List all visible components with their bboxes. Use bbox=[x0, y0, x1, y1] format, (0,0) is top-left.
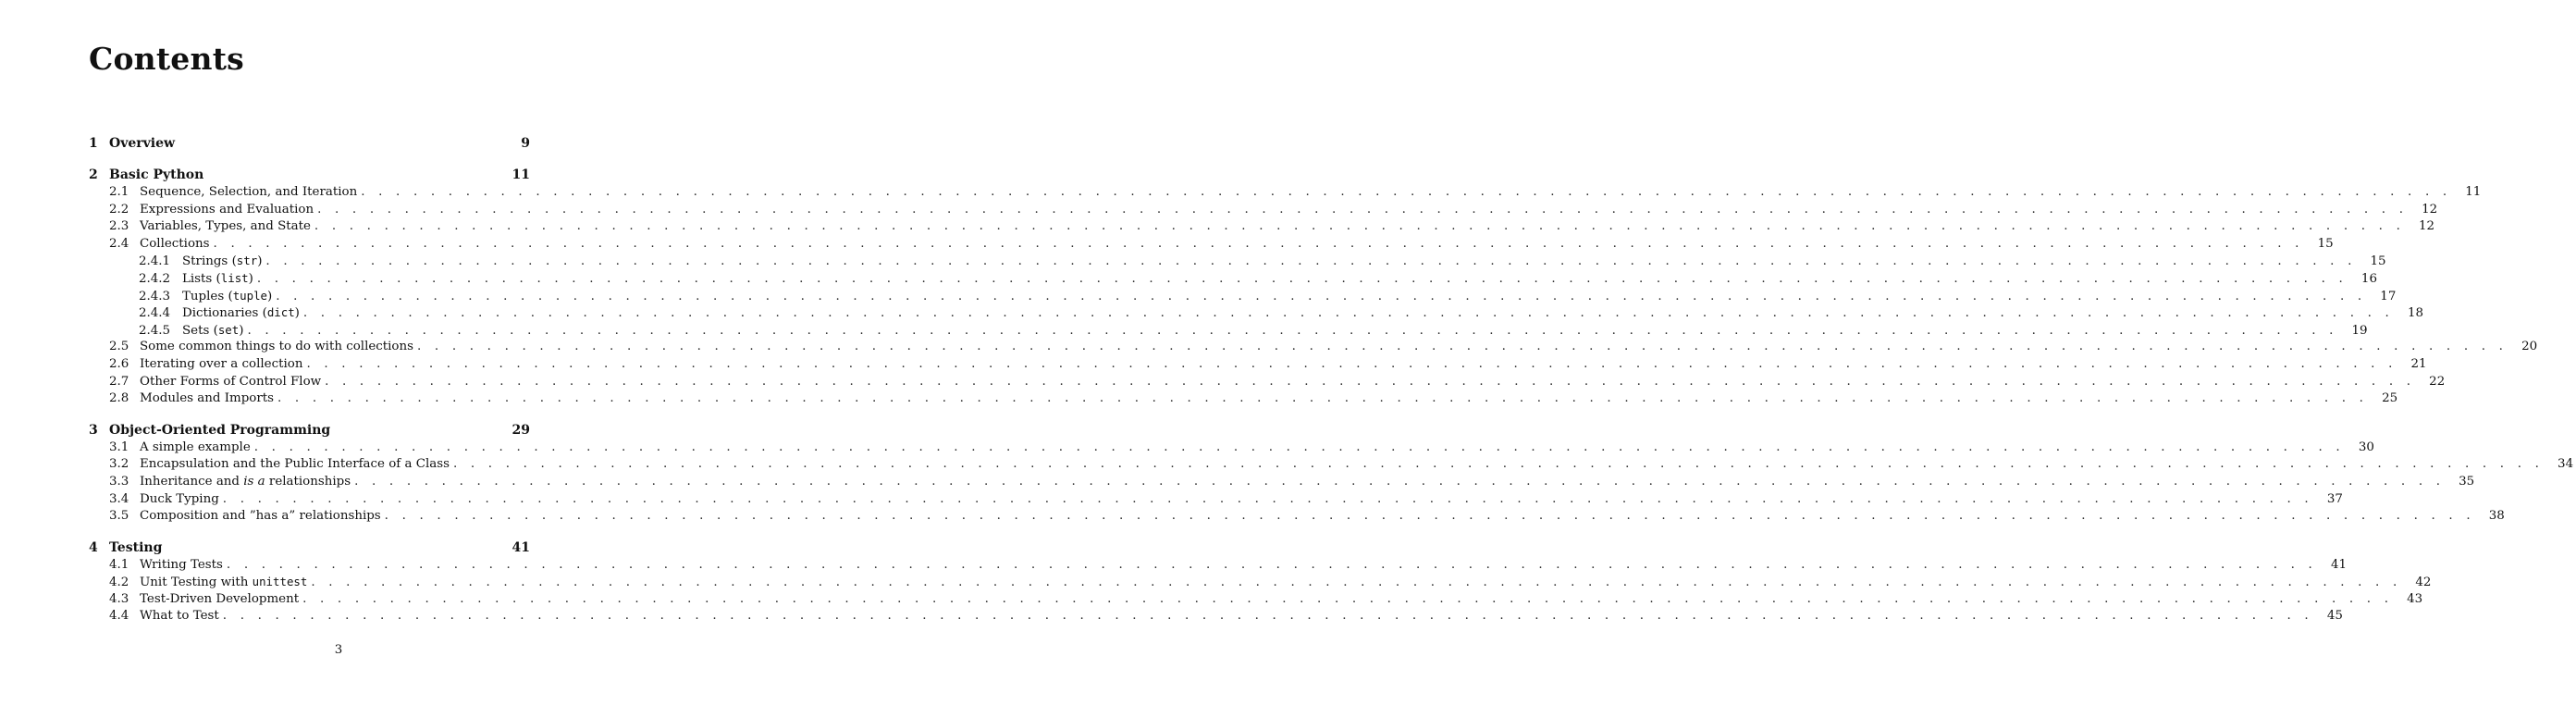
dot-leader: . . . . . . . . . . . . . . . . . . . . . . . . . . . . . . . . . . . . . . . . . . . . . . . . . . . . . . . . . . . . . . . . . . . . . . . . . . . . . . . . . . . . . . . . . . . . . . . . . . . . . . . . . . . . . . . . . . . . . . . . bbox=[361, 185, 2452, 199]
section-number: 2.4.2 bbox=[139, 271, 171, 286]
section-title-suffix: ) bbox=[294, 306, 300, 321]
section-title-code: list bbox=[220, 270, 249, 285]
section-title bbox=[182, 322, 247, 340]
section-page: 25 bbox=[2382, 391, 2398, 406]
section-title bbox=[140, 356, 306, 374]
toc-chapter[interactable] bbox=[89, 167, 533, 184]
section-title-suffix: ) bbox=[248, 271, 253, 286]
section-number: 2.2 bbox=[109, 202, 129, 217]
section-title bbox=[140, 491, 223, 509]
section-title bbox=[182, 288, 276, 306]
section-page: 12 bbox=[2422, 202, 2438, 217]
section-number: 4.1 bbox=[109, 557, 129, 572]
section-page: 43 bbox=[2407, 591, 2423, 606]
section-page: 38 bbox=[2488, 509, 2505, 524]
toc-section[interactable] bbox=[89, 374, 2446, 391]
dot-leader: . . . . . . . . . . . . . . . . . . . . . . . . . . . . . . . . . . . . . . . . . . . . . . . . . . . . . . . . . . . . . . . . . . . . . . . . . . . . . . . . . . . . . . . . . . . . . . . . . . . . . . . . . . . . . . . . . . . . . . . . bbox=[354, 474, 2446, 489]
section-title-text: Other Forms of Control Flow bbox=[140, 374, 322, 389]
dot-leader: . . . . . . . . . . . . . . . . . . . . . . . . . . . . . . . . . . . . . . . . . . . . . . . . . . . . . . . . . . . . . . . . . . . . . . . . . . . . . . . . . . . . . . . . . . . . . . . . . . . . . . . . . . . . . . . . . . . . . . . . bbox=[226, 557, 2318, 572]
toc-subsection[interactable] bbox=[89, 270, 2377, 288]
section-title-text: Expressions and Evaluation bbox=[140, 202, 314, 217]
section-title bbox=[140, 456, 453, 474]
section-title-text: Sets ( bbox=[182, 323, 218, 338]
toc-section[interactable] bbox=[89, 474, 2475, 491]
toc-section[interactable] bbox=[89, 218, 2435, 236]
section-page: 21 bbox=[2410, 356, 2427, 371]
section-number: 2.4.5 bbox=[139, 323, 171, 338]
toc-section[interactable] bbox=[89, 508, 2505, 526]
dot-leader: . . . . . . . . . . . . . . . . . . . . . . . . . . . . . . . . . . . . . . . . . . . . . . . . . . . . . . . . . . . . . . . . . . . . . . . . . . . . . . . . . . . . . . . . . . . . . . . . . . . . . . . . . . . . . . . . . . . . . . . . bbox=[314, 219, 2406, 234]
toc-section[interactable] bbox=[89, 491, 2343, 509]
chapter-page: 11 bbox=[512, 167, 530, 182]
dot-leader: . . . . . . . . . . . . . . . . . . . . . . . . . . . . . . . . . . . . . . . . . . . . . . . . . . . . . . . . . . . . . . . . . . . . . . . . . . . . . . . . . . . . . . . . . . . . . . . . . . . . . . . . . . . . . . . . . . . . . . . . bbox=[265, 254, 2357, 269]
section-title bbox=[140, 236, 214, 254]
section-page: 35 bbox=[2459, 474, 2475, 489]
toc-section[interactable] bbox=[89, 591, 2423, 609]
section-title-text: Lists ( bbox=[182, 271, 221, 286]
section-title-text: Modules and Imports bbox=[140, 391, 275, 406]
chapter-title: Testing bbox=[109, 539, 163, 555]
dot-leader: . . . . . . . . . . . . . . . . . . . . . . . . . . . . . . . . . . . . . . . . . . . . . . . . . . . . . . . . . . . . . . . . . . . . . . . . . . . . . . . . . . . . . . . . . . . . . . . . . . . . . . . . . . . . . . . . . . . . . . . . bbox=[256, 271, 2348, 286]
section-number: 2.4.4 bbox=[139, 306, 171, 321]
toc-section[interactable] bbox=[89, 184, 2482, 202]
toc-subsection[interactable] bbox=[89, 253, 2386, 270]
page-title: Contents bbox=[89, 41, 244, 77]
section-number: 2.8 bbox=[109, 391, 129, 406]
section-number: 3.3 bbox=[109, 474, 129, 489]
page-number: 3 bbox=[334, 643, 343, 657]
section-title-text: Variables, Types, and State bbox=[140, 219, 311, 234]
section-title-text: Unit Testing with bbox=[140, 576, 253, 590]
toc-subsection[interactable] bbox=[89, 322, 2368, 340]
section-title bbox=[140, 202, 317, 219]
section-number: 3.4 bbox=[109, 491, 129, 506]
chapter-number: 2 bbox=[89, 167, 98, 182]
dot-leader: . . . . . . . . . . . . . . . . . . . . . . . . . . . . . . . . . . . . . . . . . . . . . . . . . . . . . . . . . . . . . . . . . . . . . . . . . . . . . . . . . . . . . . . . . . . . . . . . . . . . . . . . . . . . . . . . . . . . . . . . bbox=[302, 306, 2394, 321]
section-title-text: Dictionaries ( bbox=[182, 306, 267, 321]
chapter-number: 3 bbox=[89, 422, 98, 438]
section-page: 19 bbox=[2351, 323, 2368, 338]
toc-section[interactable] bbox=[89, 574, 2432, 591]
section-title-text: Composition and ”has a” relationships bbox=[140, 509, 381, 524]
toc-section[interactable] bbox=[89, 456, 2574, 474]
chapter-page: 29 bbox=[512, 422, 530, 438]
dot-leader: . . . . . . . . . . . . . . . . . . . . . . . . . . . . . . . . . . . . . . . . . . . . . . . . . . . . . . . . . . . . . . . . . . . . . . . . . . . . . . . . . . . . . . . . . . . . . . . . . . . . . . . . . . . . . . . . . . . . . . . . bbox=[417, 340, 2508, 354]
section-number: 3.1 bbox=[109, 439, 129, 454]
section-page: 41 bbox=[2330, 557, 2348, 572]
section-number: 2.4.1 bbox=[139, 254, 171, 269]
section-number: 2.3 bbox=[109, 219, 129, 234]
dot-leader: . . . . . . . . . . . . . . . . . . . . . . . . . . . . . . . . . . . . . . . . . . . . . . . . . . . . . . . . . . . . . . . . . . . . . . . . . . . . . . . . . . . . . . . . . . . . . . . . . . . . . . . . . . . . . . . . . . . . . . . . bbox=[311, 576, 2402, 590]
section-title-suffix: ) bbox=[257, 254, 263, 269]
section-title bbox=[140, 474, 354, 491]
section-title bbox=[140, 184, 361, 202]
chapter-page: 41 bbox=[512, 539, 530, 555]
toc-chapter[interactable] bbox=[89, 422, 533, 439]
section-title-text: What to Test bbox=[140, 609, 219, 624]
dot-leader: . . . . . . . . . . . . . . . . . . . . . . . . . . . . . . . . . . . . . . . . . . . . . . . . . . . . . . . . . . . . . . . . . . . . . . . . . . . . . . . . . . . . . . . . . . . . . . . . . . . . . . . . . . . . . . . . . . . . . . . . bbox=[306, 356, 2397, 371]
toc-section[interactable] bbox=[89, 202, 2438, 219]
section-page: 15 bbox=[2317, 236, 2334, 251]
toc-section[interactable] bbox=[89, 557, 2348, 575]
chapter-title: Object-Oriented Programming bbox=[109, 422, 331, 438]
chapter-page: 9 bbox=[521, 136, 530, 151]
dot-leader: . . . . . . . . . . . . . . . . . . . . . . . . . . . . . . . . . . . . . . . . . . . . . . . . . . . . . . . . . . . . . . . . . . . . . . . . . . . . . . . . . . . . . . . . . . . . . . . . . . . . . . . . . . . . . . . . . . . . . . . . bbox=[384, 509, 2475, 524]
section-title bbox=[140, 218, 314, 236]
toc-subsection[interactable] bbox=[89, 288, 2397, 305]
toc-section[interactable] bbox=[89, 608, 2343, 625]
toc-subsection[interactable] bbox=[89, 304, 2423, 322]
section-title-suffix: ) bbox=[239, 323, 244, 338]
section-title-text: Strings ( bbox=[182, 254, 237, 269]
section-title bbox=[140, 339, 417, 356]
section-title-text: Some common things to do with collections bbox=[140, 340, 413, 354]
section-title-code: tuple bbox=[232, 288, 267, 303]
toc-chapter[interactable] bbox=[89, 135, 533, 153]
section-title-text: Test-Driven Development bbox=[140, 591, 300, 606]
section-title-text: Duck Typing bbox=[140, 491, 219, 506]
dot-leader: . . . . . . . . . . . . . . . . . . . . . . . . . . . . . . . . . . . . . . . . . . . . . . . . . . . . . . . . . . . . . . . . . . . . . . . . . . . . . . . . . . . . . . . . . . . . . . . . . . . . . . . . . . . . . . . . . . . . . . . . bbox=[302, 591, 2394, 606]
section-number: 2.6 bbox=[109, 356, 129, 371]
section-title bbox=[140, 508, 385, 526]
section-title bbox=[182, 304, 303, 323]
toc-section[interactable] bbox=[89, 236, 2334, 254]
section-page: 22 bbox=[2429, 374, 2446, 389]
table-of-contents bbox=[89, 135, 2574, 625]
section-title-suffix: relationships bbox=[265, 474, 351, 489]
section-title-italic: is a bbox=[243, 474, 265, 489]
dot-leader: . . . . . . . . . . . . . . . . . . . . . . . . . . . . . . . . . . . . . . . . . . . . . . . . . . . . . . . . . . . . . . . . . . . . . . . . . . . . . . . . . . . . . . . . . . . . . . . . . . . . . . . . . . . . . . . . . . . . . . . . bbox=[452, 457, 2545, 472]
section-title-code: dict bbox=[266, 305, 295, 320]
section-title-text: Sequence, Selection, and Iteration bbox=[140, 185, 358, 199]
toc-section[interactable] bbox=[89, 356, 2427, 374]
dot-leader: . . . . . . . . . . . . . . . . . . . . . . . . . . . . . . . . . . . . . . . . . . . . . . . . . . . . . . . . . . . . . . . . . . . . . . . . . . . . . . . . . . . . . . . . . . . . . . . . . . . . . . . . . . . . . . . . . . . . . . . . bbox=[277, 391, 2369, 406]
section-title bbox=[140, 557, 227, 575]
section-title bbox=[140, 608, 223, 625]
section-page: 37 bbox=[2326, 491, 2343, 506]
section-title bbox=[140, 574, 311, 592]
section-title-suffix: ) bbox=[267, 289, 273, 303]
dot-leader: . . . . . . . . . . . . . . . . . . . . . . . . . . . . . . . . . . . . . . . . . . . . . . . . . . . . . . . . . . . . . . . . . . . . . . . . . . . . . . . . . . . . . . . . . . . . . . . . . . . . . . . . . . . . . . . . . . . . . . . . bbox=[222, 491, 2313, 506]
toc-section[interactable] bbox=[89, 439, 2374, 457]
section-title-code: str bbox=[236, 254, 258, 268]
toc-section[interactable] bbox=[89, 339, 2538, 356]
dot-leader: . . . . . . . . . . . . . . . . . . . . . . . . . . . . . . . . . . . . . . . . . . . . . . . . . . . . . . . . . . . . . . . . . . . . . . . . . . . . . . . . . . . . . . . . . . . . . . . . . . . . . . . . . . . . . . . . . . . . . . . . bbox=[253, 439, 2345, 454]
section-page: 34 bbox=[2558, 457, 2574, 472]
dot-leader: . . . . . . . . . . . . . . . . . . . . . . . . . . . . . . . . . . . . . . . . . . . . . . . . . . . . . . . . . . . . . . . . . . . . . . . . . . . . . . . . . . . . . . . . . . . . . . . . . . . . . . . . . . . . . . . . . . . . . . . . bbox=[317, 202, 2409, 217]
section-title bbox=[140, 390, 277, 408]
section-title-code: set bbox=[217, 322, 240, 337]
section-number: 2.5 bbox=[109, 340, 129, 354]
chapter-number: 1 bbox=[89, 136, 98, 151]
dot-leader: . . . . . . . . . . . . . . . . . . . . . . . . . . . . . . . . . . . . . . . . . . . . . . . . . . . . . . . . . . . . . . . . . . . . . . . . . . . . . . . . . . . . . . . . . . . . . . . . . . . . . . . . . . . . . . . . . . . . . . . . bbox=[276, 289, 2367, 303]
section-title-text: Encapsulation and the Public Interface of a Class bbox=[140, 457, 450, 472]
section-title bbox=[140, 439, 254, 457]
section-page: 16 bbox=[2360, 271, 2377, 286]
section-page: 42 bbox=[2415, 576, 2432, 590]
section-title-text: Writing Tests bbox=[140, 557, 223, 572]
dot-leader: . . . . . . . . . . . . . . . . . . . . . . . . . . . . . . . . . . . . . . . . . . . . . . . . . . . . . . . . . . . . . . . . . . . . . . . . . . . . . . . . . . . . . . . . . . . . . . . . . . . . . . . . . . . . . . . . . . . . . . . . bbox=[247, 323, 2338, 338]
section-number: 4.2 bbox=[109, 576, 129, 590]
section-page: 20 bbox=[2521, 340, 2538, 354]
section-number: 2.1 bbox=[109, 185, 129, 199]
section-number: 2.7 bbox=[109, 374, 129, 389]
section-title bbox=[140, 591, 302, 609]
chapter-title: Basic Python bbox=[109, 167, 204, 182]
section-number: 2.4.3 bbox=[139, 289, 171, 303]
section-title-text: Tuples ( bbox=[182, 289, 233, 303]
section-title-code: unittest bbox=[252, 575, 308, 589]
section-title bbox=[140, 374, 325, 391]
toc-chapter[interactable] bbox=[89, 539, 533, 557]
section-number: 2.4 bbox=[109, 236, 129, 251]
section-number: 4.3 bbox=[109, 591, 129, 606]
section-number: 3.5 bbox=[109, 509, 129, 524]
section-number: 4.4 bbox=[109, 609, 129, 624]
section-title bbox=[182, 270, 257, 289]
section-page: 18 bbox=[2407, 306, 2423, 321]
section-title-text: A simple example bbox=[140, 439, 251, 454]
section-page: 15 bbox=[2370, 254, 2386, 269]
section-page: 45 bbox=[2326, 609, 2343, 624]
dot-leader: . . . . . . . . . . . . . . . . . . . . . . . . . . . . . . . . . . . . . . . . . . . . . . . . . . . . . . . . . . . . . . . . . . . . . . . . . . . . . . . . . . . . . . . . . . . . . . . . . . . . . . . . . . . . . . . . . . . . . . . . bbox=[213, 236, 2304, 251]
section-title-text: Iterating over a collection bbox=[140, 356, 303, 371]
section-page: 11 bbox=[2465, 185, 2482, 199]
toc-section[interactable] bbox=[89, 390, 2398, 408]
chapter-title: Overview bbox=[109, 136, 176, 151]
section-title-text: Inheritance and bbox=[140, 474, 244, 489]
section-title bbox=[182, 253, 265, 271]
section-title-text: Collections bbox=[140, 236, 210, 251]
chapter-number: 4 bbox=[89, 539, 98, 555]
section-page: 12 bbox=[2418, 219, 2435, 234]
section-page: 30 bbox=[2358, 439, 2374, 454]
section-number: 3.2 bbox=[109, 457, 129, 472]
dot-leader: . . . . . . . . . . . . . . . . . . . . . . . . . . . . . . . . . . . . . . . . . . . . . . . . . . . . . . . . . . . . . . . . . . . . . . . . . . . . . . . . . . . . . . . . . . . . . . . . . . . . . . . . . . . . . . . . . . . . . . . . bbox=[222, 609, 2313, 624]
dot-leader: . . . . . . . . . . . . . . . . . . . . . . . . . . . . . . . . . . . . . . . . . . . . . . . . . . . . . . . . . . . . . . . . . . . . . . . . . . . . . . . . . . . . . . . . . . . . . . . . . . . . . . . . . . . . . . . . . . . . . . . . bbox=[325, 374, 2416, 389]
section-page: 17 bbox=[2380, 289, 2397, 303]
